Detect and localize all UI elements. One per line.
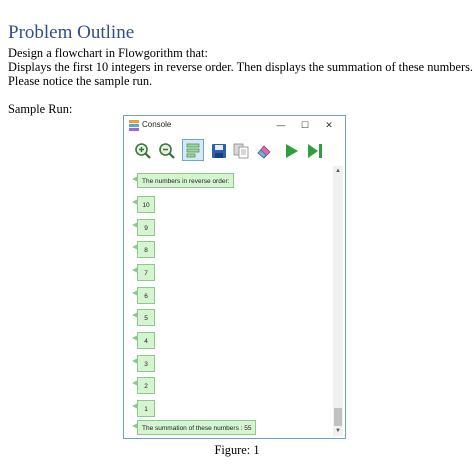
output-header-bubble: The numbers in reverse order: [137, 173, 234, 188]
console-output [126, 166, 335, 436]
number-bubble: 8 [137, 241, 155, 258]
layout-button[interactable] [182, 139, 204, 161]
console-toolbar [124, 136, 345, 166]
scrollbar-thumb[interactable] [334, 408, 342, 426]
window-title: Console [142, 120, 172, 129]
zoom-out-icon[interactable] [158, 142, 176, 160]
scroll-up-arrow-icon[interactable]: ▲ [335, 168, 341, 174]
scroll-down-arrow-icon[interactable]: ▼ [335, 428, 341, 434]
number-bubble: 6 [137, 287, 155, 304]
number-bubble: 2 [137, 377, 155, 394]
number-bubble: 5 [137, 309, 155, 326]
eraser-icon[interactable] [255, 142, 273, 160]
number-bubble: 1 [137, 400, 155, 417]
save-icon[interactable] [210, 142, 228, 160]
sample-run-label: Sample Run: [8, 102, 73, 116]
number-bubble: 3 [137, 355, 155, 372]
maximize-button[interactable]: ☐ [300, 120, 310, 130]
step-icon[interactable] [306, 142, 324, 160]
copy-icon[interactable] [232, 142, 250, 160]
number-bubble: 10 [137, 196, 155, 213]
console-window [123, 115, 346, 439]
window-titlebar[interactable] [124, 116, 345, 136]
flowgorithm-app-icon [129, 120, 139, 131]
zoom-in-icon[interactable] [134, 142, 152, 160]
output-footer-bubble: The summation of these numbers : 55 [137, 420, 256, 435]
minimize-button[interactable]: — [276, 120, 286, 130]
figure-caption: Figure: 1 [214, 443, 260, 457]
description-line-1: Design a flowchart in Flowgorithm that: [8, 46, 208, 60]
vertical-scrollbar[interactable] [333, 166, 343, 436]
number-bubble: 9 [137, 219, 155, 236]
number-bubble: 4 [137, 332, 155, 349]
description-line-3: Please notice the sample run. [8, 74, 153, 88]
description-line-2: Displays the first 10 integers in reverse order. Then displays the summation of these numbers. [8, 60, 474, 74]
close-button[interactable]: ✕ [325, 120, 333, 130]
page-title: Problem Outline [8, 22, 135, 43]
number-bubble: 7 [137, 264, 155, 281]
run-icon[interactable] [282, 142, 300, 160]
layout-icon [185, 142, 201, 158]
